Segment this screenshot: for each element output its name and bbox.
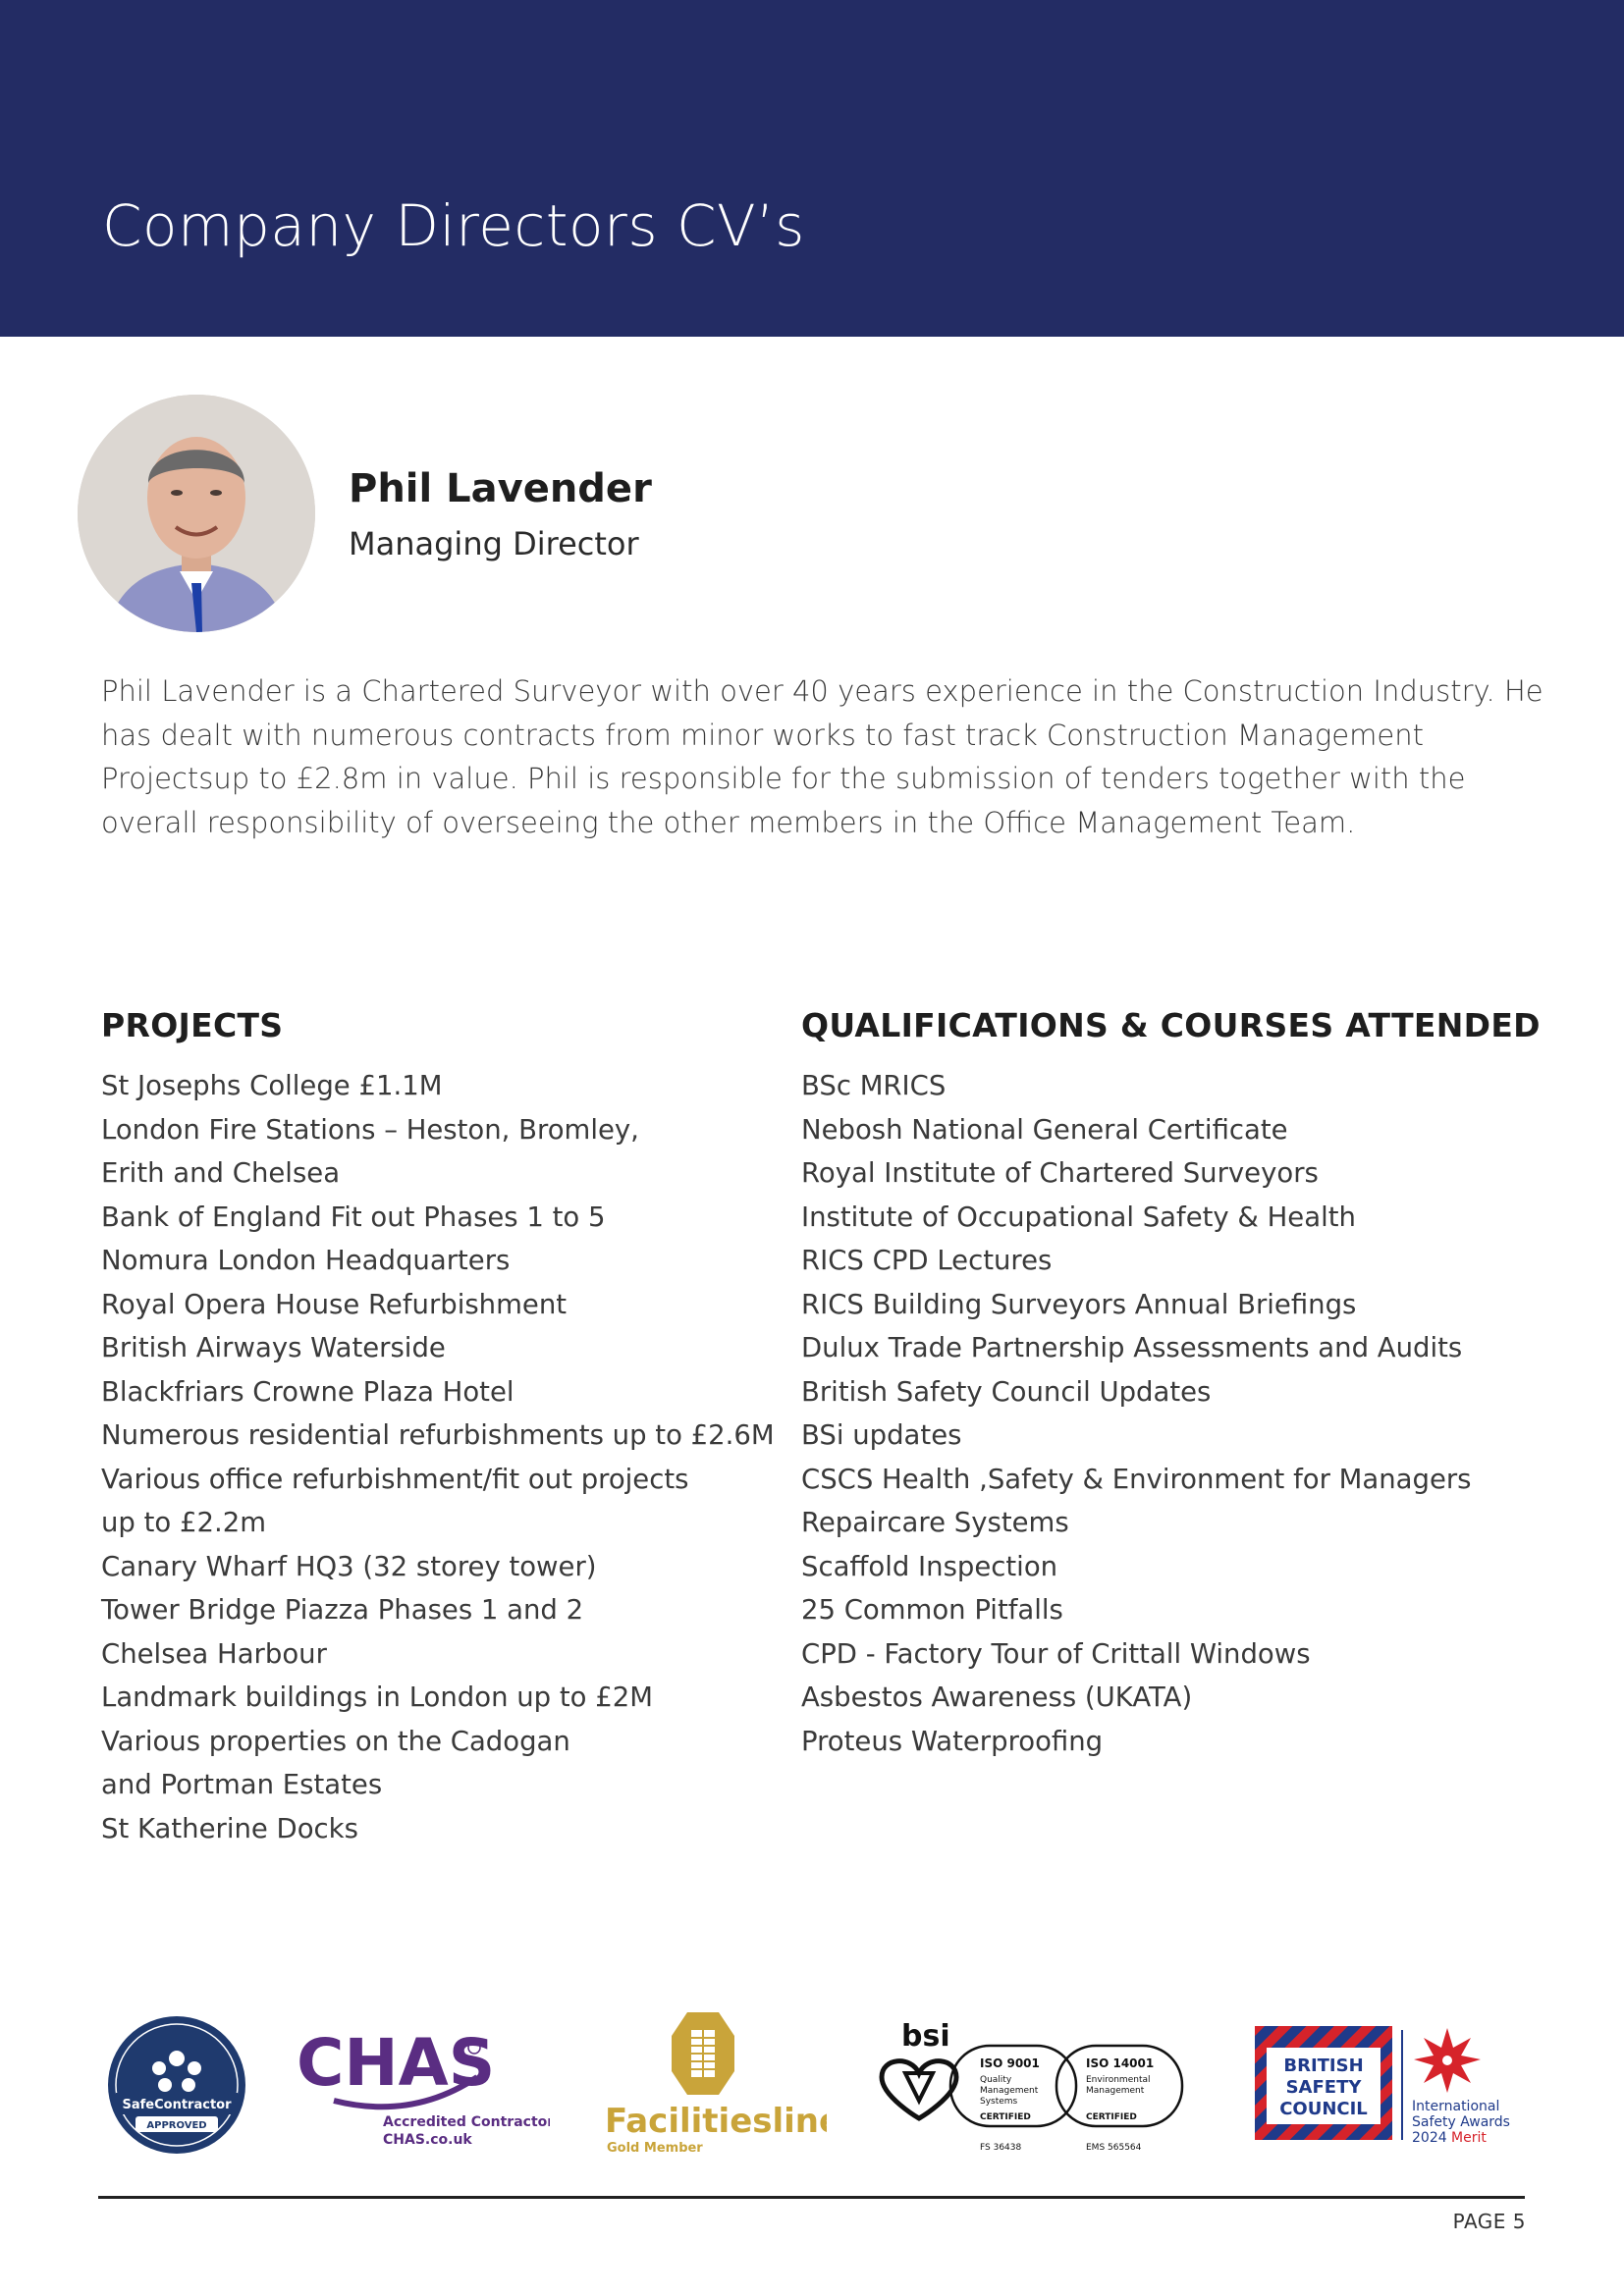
list-item: Numerous residential refurbishments up to £2.6M: [101, 1419, 775, 1451]
svg-text:SafeContractor: SafeContractor: [122, 2098, 232, 2112]
list-item: Royal Opera House Refurbishment: [101, 1288, 568, 1320]
svg-text:International: International: [1412, 2099, 1500, 2114]
svg-text:bsi: bsi: [901, 2019, 950, 2054]
list-item: Nebosh National General Certificate: [801, 1113, 1288, 1146]
svg-text:2024: 2024: [1412, 2130, 1447, 2146]
qualifications-section: [801, 1001, 1606, 1763]
svg-text:SAFETY: SAFETY: [1285, 2077, 1362, 2098]
projects-section: [101, 1001, 779, 1850]
svg-text:Facilitiesline: Facilitiesline: [605, 2102, 827, 2141]
svg-text:Systems: Systems: [980, 2097, 1018, 2107]
list-item: BSi updates: [801, 1419, 962, 1451]
director-role: Managing Director: [349, 525, 639, 562]
svg-text:ISO 9001: ISO 9001: [980, 2056, 1040, 2070]
list-item: St Josephs College £1.1M: [101, 1070, 443, 1101]
list-item: Royal Institute of Chartered Surveyors: [801, 1157, 1319, 1189]
svg-text:EMS 565564: EMS 565564: [1086, 2143, 1142, 2153]
svg-text:Quality: Quality: [980, 2075, 1012, 2085]
list-item: RICS CPD Lectures: [801, 1245, 1053, 1276]
facilitiesline-logo: [601, 2008, 827, 2156]
accreditation-logos: [0, 2002, 1624, 2160]
svg-text:CERTIFIED: CERTIFIED: [980, 2112, 1031, 2122]
list-item: Repaircare Systems: [801, 1507, 1069, 1538]
list-item: St Katherine Docks: [101, 1812, 358, 1844]
svg-text:CHAS.co.uk: CHAS.co.uk: [383, 2132, 472, 2148]
list-item: Nomura London Headquarters: [101, 1245, 511, 1276]
list-item: Various office refurbishment/fit out projects: [101, 1463, 689, 1495]
list-item: 25 Common Pitfalls: [801, 1594, 1063, 1626]
list-item: CPD - Factory Tour of Crittall Windows: [801, 1637, 1311, 1670]
list-item: Dulux Trade Partnership Assessments and Audits: [801, 1332, 1463, 1363]
qualifications-list: [801, 1064, 1606, 1763]
list-item: Asbestos Awareness (UKATA): [801, 1682, 1193, 1713]
portrait-image: [78, 395, 315, 632]
list-item: Blackfriars Crowne Plaza Hotel: [101, 1375, 514, 1408]
list-item: London Fire Stations – Heston, Bromley,: [101, 1113, 639, 1146]
british-safety-council-logo: [1253, 2024, 1528, 2152]
svg-text:ISO 14001: ISO 14001: [1086, 2056, 1155, 2070]
page-number: PAGE 5: [1452, 2210, 1526, 2233]
svg-text:BRITISH: BRITISH: [1283, 2056, 1364, 2076]
svg-text:CERTIFIED: CERTIFIED: [1086, 2112, 1137, 2122]
footer-divider: [98, 2196, 1525, 2199]
list-item: BSc MRICS: [801, 1070, 947, 1101]
list-item: Erith and Chelsea: [101, 1157, 341, 1189]
list-item: up to £2.2m: [101, 1507, 266, 1538]
list-item: Institute of Occupational Safety & Health: [801, 1201, 1356, 1233]
qualifications-heading: QUALIFICATIONS & COURSES ATTENDED: [801, 1006, 1541, 1044]
profile-photo: [78, 395, 315, 632]
svg-text:Safety Awards: Safety Awards: [1412, 2114, 1510, 2130]
svg-text:CHAS: CHAS: [297, 2025, 496, 2101]
svg-text:FS 36438: FS 36438: [980, 2143, 1022, 2153]
projects-list: [101, 1064, 779, 1850]
chas-logo: [295, 2020, 550, 2148]
list-item: Proteus Waterproofing: [801, 1725, 1104, 1757]
list-item: British Safety Council Updates: [801, 1375, 1212, 1408]
list-item: Canary Wharf HQ3 (32 storey tower): [101, 1550, 597, 1582]
svg-text:APPROVED: APPROVED: [146, 2120, 207, 2131]
list-item: Landmark buildings in London up to £2M: [101, 1682, 653, 1713]
list-item: Scaffold Inspection: [801, 1550, 1058, 1582]
svg-text:Management: Management: [980, 2086, 1039, 2096]
svg-text:Gold Member: Gold Member: [607, 2141, 703, 2156]
director-name: Phil Lavender: [349, 466, 652, 511]
list-item: British Airways Waterside: [101, 1332, 446, 1363]
svg-text:Management: Management: [1086, 2086, 1145, 2096]
list-item: Various properties on the Cadogan: [101, 1725, 570, 1757]
list-item: Bank of England Fit out Phases 1 to 5: [101, 1201, 606, 1233]
svg-text:Merit: Merit: [1451, 2130, 1487, 2146]
list-item: Chelsea Harbour: [101, 1637, 327, 1670]
list-item: Tower Bridge Piazza Phases 1 and 2: [101, 1594, 584, 1626]
director-bio: Phil Lavender is a Chartered Surveyor with over 40 years experience in the Construction Industry. He has dealt with numerous contracts from minor works to fast track Construction Management Projectsup to £2.8m in value. Phil is responsible for the submission of tenders together with the overall responsibility of overseeing the other members in the Office Management Team.: [101, 674, 1543, 839]
list-item: RICS Building Surveyors Annual Briefings: [801, 1288, 1357, 1320]
bsi-logo: [872, 2016, 1196, 2163]
svg-text:COUNCIL: COUNCIL: [1279, 2099, 1368, 2119]
projects-heading: PROJECTS: [101, 1006, 284, 1044]
safecontractor-logo: [106, 2014, 247, 2156]
list-item: and Portman Estates: [101, 1769, 383, 1800]
page-title: Company Directors CV’s: [102, 192, 805, 259]
page-header: [0, 0, 1624, 337]
svg-text:Environmental: Environmental: [1086, 2075, 1151, 2085]
svg-text:Accredited Contractor: Accredited Contractor: [383, 2114, 550, 2130]
list-item: CSCS Health ,Safety & Environment for Managers: [801, 1463, 1472, 1495]
